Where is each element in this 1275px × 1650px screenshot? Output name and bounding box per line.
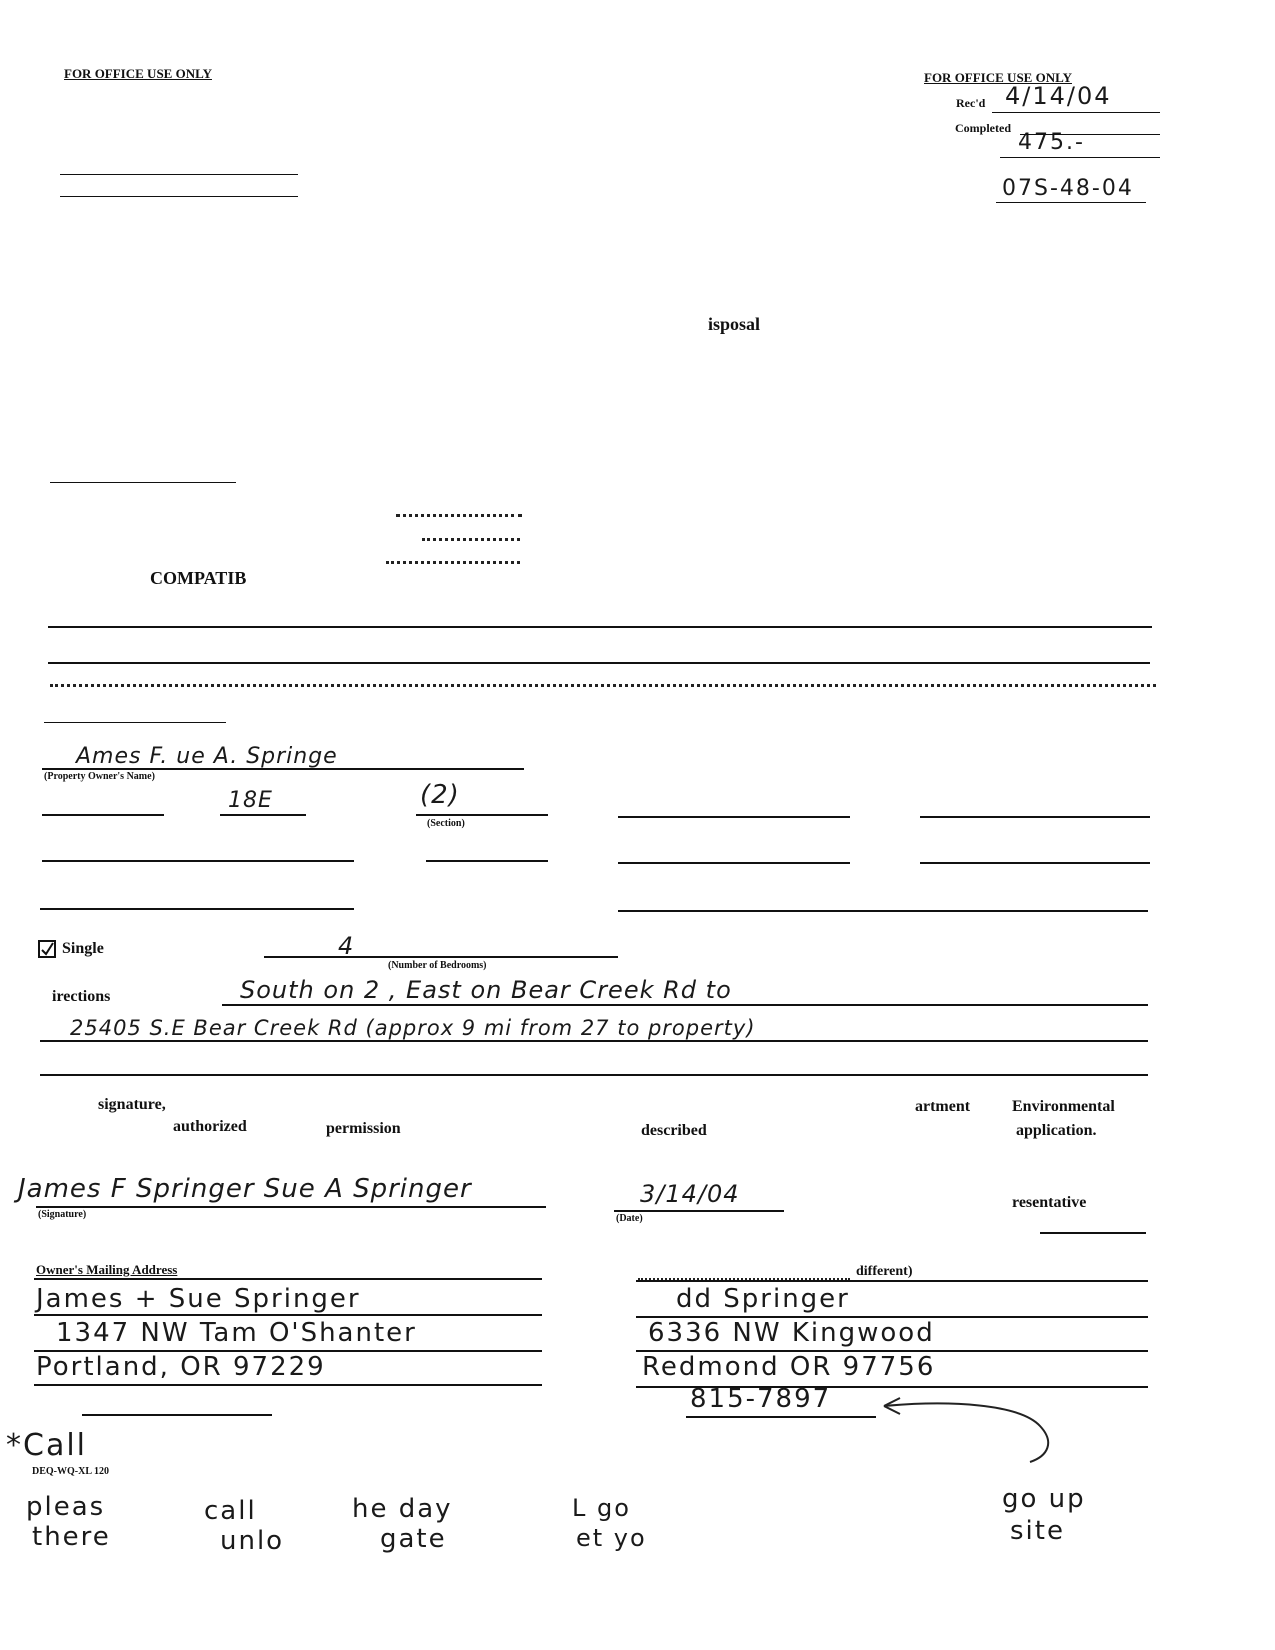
owner-name-label: (Property Owner's Name)	[44, 771, 155, 782]
note-fragment-1b: there	[32, 1522, 111, 1552]
mailing-address-label: Owner's Mailing Address	[36, 1262, 178, 1277]
statement-described: described	[641, 1122, 707, 1139]
blank-line	[426, 860, 548, 862]
blank-line	[920, 862, 1150, 864]
statement-signature: signature,	[98, 1096, 166, 1113]
signature-line	[36, 1206, 546, 1208]
range-value: 18E	[228, 788, 273, 813]
bedrooms-value: 4	[338, 932, 355, 960]
recd-line	[992, 112, 1160, 113]
blank-line	[50, 482, 236, 483]
compatibility-fragment: COMPATIB	[150, 568, 247, 588]
directions-rule-3	[40, 1074, 1148, 1076]
alt-address-line-1: dd Springer	[676, 1284, 850, 1314]
bedrooms-line	[264, 956, 618, 958]
section-line	[416, 814, 548, 816]
representative-line	[1040, 1232, 1146, 1234]
section-label: (Section)	[427, 818, 465, 829]
mailing-line	[34, 1384, 542, 1386]
blank-line	[40, 908, 354, 910]
date-line	[614, 1210, 784, 1212]
blank-line	[44, 722, 226, 723]
statement-environmental: Environmental	[1012, 1098, 1115, 1115]
note-fragment-5a: go up	[1002, 1484, 1086, 1514]
mailing-line	[34, 1278, 542, 1280]
completed-line	[1020, 134, 1160, 135]
title-fragment: isposal	[708, 314, 761, 334]
directions-line-2: 25405 S.E Bear Creek Rd (approx 9 mi from 27 to property)	[70, 1016, 756, 1040]
file-number: 07S-48-04	[1002, 176, 1134, 201]
recd-label: Rec'd	[956, 96, 986, 110]
office-use-right-title: FOR OFFICE USE ONLY	[924, 70, 1072, 85]
property-owner-name: Ames F. ue A. Springe	[76, 744, 338, 769]
note-fragment-2b: unlo	[220, 1526, 285, 1556]
office-use-left-title: FOR OFFICE USE ONLY	[64, 66, 212, 81]
bedrooms-label: (Number of Bedrooms)	[388, 960, 487, 971]
directions-line-1: South on 2 , East on Bear Creek Rd to	[240, 976, 732, 1004]
call-note: *Call	[6, 1428, 88, 1463]
statement-permission: permission	[326, 1120, 401, 1137]
blank-line	[82, 1414, 272, 1416]
office-line	[60, 174, 298, 175]
blank-line	[618, 910, 1148, 912]
dotted-leader	[396, 514, 522, 517]
dotted-leader	[386, 561, 520, 564]
signature-date: 3/14/04	[640, 1180, 740, 1208]
date-label: (Date)	[616, 1213, 643, 1224]
note-fragment-4b: et yo	[576, 1524, 647, 1552]
alt-address-label: different)	[856, 1264, 913, 1279]
alt-address-line-2: 6336 NW Kingwood	[648, 1318, 935, 1348]
alt-phone: 815-7897	[690, 1384, 832, 1414]
office-line	[60, 196, 298, 197]
blank-line	[42, 860, 354, 862]
blank-line	[920, 816, 1150, 818]
note-fragment-3b: gate	[380, 1524, 447, 1554]
handwritten-arrow-icon	[870, 1390, 1070, 1470]
section-value: (2)	[420, 780, 460, 810]
dotted-leader	[422, 538, 520, 541]
mailing-line-1: James + Sue Springer	[36, 1284, 361, 1314]
mailing-line-2: 1347 NW Tam O'Shanter	[56, 1318, 417, 1348]
alt-address-line	[636, 1280, 1148, 1282]
mailing-line-3: Portland, OR 97229	[36, 1352, 326, 1382]
blank-line	[618, 862, 850, 864]
owner-name-line	[42, 768, 524, 770]
owner-signature: James F Springer Sue A Springer	[18, 1174, 472, 1204]
dotted-separator	[50, 684, 1156, 687]
statement-department: artment	[915, 1098, 971, 1115]
recd-value: 4/14/04	[1005, 82, 1112, 110]
single-label: Single	[62, 940, 104, 957]
file-number-line	[996, 202, 1146, 203]
signature-label: (Signature)	[38, 1209, 87, 1220]
completed-value: 475.-	[1018, 130, 1085, 155]
statement-authorized: authorized	[173, 1118, 247, 1135]
note-fragment-5b: site	[1010, 1516, 1065, 1546]
blank-line	[42, 814, 164, 816]
note-fragment-2a: call	[204, 1496, 257, 1526]
blank-line	[618, 816, 850, 818]
note-fragment-4a: L go	[572, 1494, 631, 1522]
note-fragment-3a: he day	[352, 1494, 453, 1524]
rule-line	[48, 662, 1150, 664]
directions-rule-2	[40, 1040, 1148, 1042]
alt-address-line-3: Redmond OR 97756	[642, 1352, 936, 1382]
check-mark-icon	[40, 942, 54, 956]
range-line	[220, 814, 306, 816]
directions-label: irections	[52, 988, 111, 1005]
completed-label: Completed	[955, 121, 1011, 135]
single-checkbox	[38, 940, 56, 958]
note-fragment-1a: pleas	[26, 1492, 106, 1522]
directions-rule-1	[222, 1004, 1148, 1006]
phone-line	[686, 1416, 876, 1418]
rule-line	[48, 626, 1152, 628]
completed-line-2	[1000, 157, 1160, 158]
representative-label: resentative	[1012, 1194, 1087, 1211]
statement-application: application.	[1016, 1122, 1097, 1139]
form-identifier: DEQ-WQ-XL 120	[32, 1466, 109, 1477]
mailing-line	[34, 1314, 542, 1316]
